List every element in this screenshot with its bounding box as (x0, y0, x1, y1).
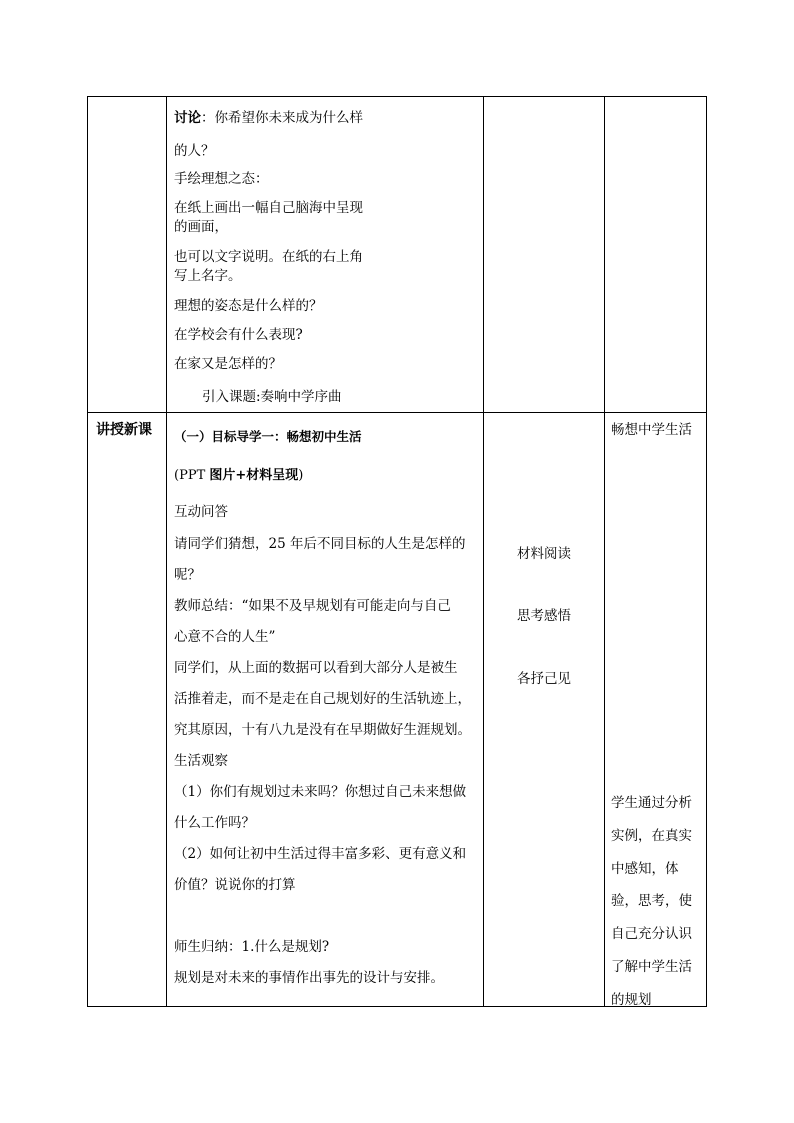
table-top-border (87, 96, 707, 97)
activity-item: 思考感悟 (517, 608, 571, 624)
text-line: 在家又是怎样的？ (174, 356, 282, 372)
text-line: 也可以文字说明。在纸的右上角 (174, 249, 363, 265)
text-line: 在纸上画出一幅自己脑海中呈现 (174, 200, 363, 216)
activity-item: 材料阅读 (517, 546, 571, 562)
design-intent-text: 学生通过分析实例，在真实中感知，体验，思考，使自己充分认识了解中学生活的规划 (611, 795, 692, 1008)
column-divider-3 (604, 96, 605, 1007)
text-line: 同学们，从上面的数据可以看到大部分人是被生 (174, 660, 458, 676)
ppt-note: (PPT 图片+材料呈现) (174, 468, 304, 483)
text-line: 什么工作吗？ (174, 815, 255, 831)
text-line: 师生归纳：1.什么是规划? (174, 939, 330, 955)
table-right-border (706, 96, 707, 1007)
column-divider-2 (483, 96, 484, 1007)
text-line: 在学校会有什么表现? (174, 327, 303, 343)
text-line: 互动问答 (174, 504, 228, 520)
text-line: 请同学们猜想，25 年后不同目标的人生是怎样的 (174, 536, 466, 552)
text-line: 教师总结：“如果不及早规划有可能走向与自己 (174, 598, 451, 614)
text-line: 理想的姿态是什么样的？ (174, 298, 323, 314)
text-line: 的人？ (174, 143, 215, 159)
text-line: 写上名字。 (174, 268, 242, 284)
text-line: 手绘理想之态： (174, 171, 269, 187)
row-divider (87, 412, 707, 413)
column-divider-1 (166, 96, 167, 1007)
text-line: 价值？说说你的打算 (174, 877, 296, 893)
text-line: 心意不合的人生” (174, 629, 276, 645)
discussion-line: 讨论：你希望你未来成为什么样 (174, 110, 363, 126)
lesson-intro-line: 引入课题:奏响中学序曲 (202, 389, 342, 405)
text-line: 生活观察 (174, 753, 228, 769)
table-left-border (87, 96, 88, 1007)
text-line: 活推着走，而不是走在自己规划好的生活轨迹上， (174, 691, 471, 707)
text-line: 呢？ (174, 567, 201, 583)
design-intent-title: 畅想中学生活 (611, 422, 692, 438)
text-line: （1）你们有规划过未来吗？你想过自己未来想做 (174, 784, 467, 800)
text-line: （2）如何让初中生活过得丰富多彩、更有意义和 (174, 846, 467, 862)
activity-item: 各抒己见 (517, 671, 571, 687)
text-line: 规划是对未来的事情作出事先的设计与安排。 (174, 970, 444, 986)
section-label: 讲授新课 (96, 422, 152, 438)
text-line: 的画面， (174, 219, 228, 235)
section-heading: （一）目标导学一：畅想初中生活 (174, 429, 362, 444)
text-line: 究其原因，十有八九是没有在早期做好生涯规划。 (174, 722, 471, 738)
